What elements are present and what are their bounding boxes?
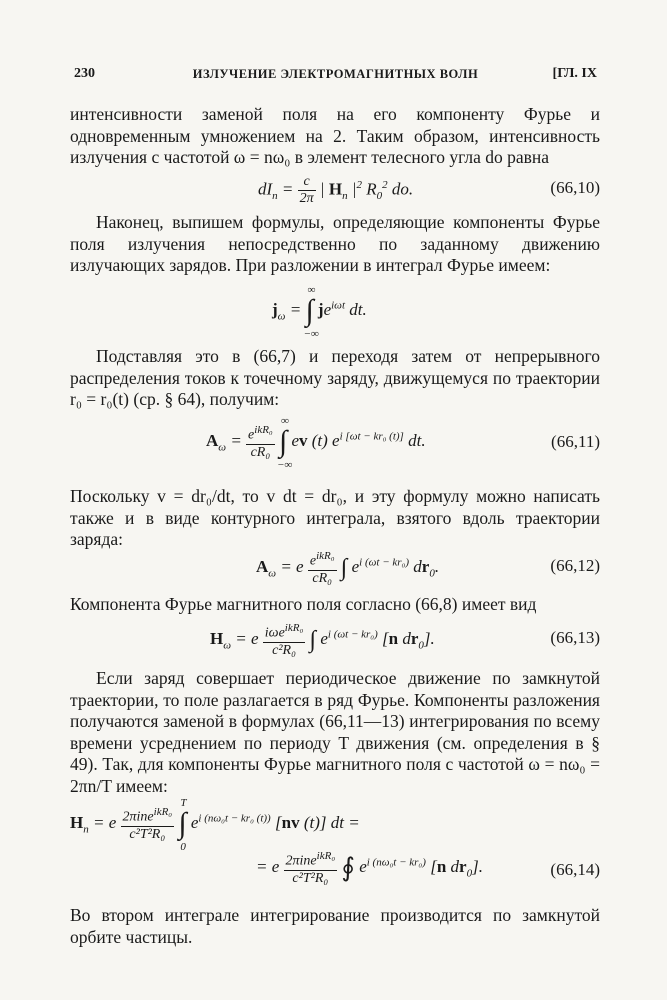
equation-66-12: $A_\omega = e$ $\frac{e^{ikR_0}}{\text{cR₀}}$ ∫ $e^{i (\omega t - kr_0)}$ $dr_0$. (66,12) [256, 550, 600, 586]
chapter-label: [ГЛ. IX [552, 66, 597, 81]
equation-66-10: $dI_n$ = $\frac{c}{2\pi}$ | $H_n$ $|^2$ $R_0^2$ do. (66,10) [258, 174, 600, 206]
equation-label: (66,13) [550, 628, 600, 647]
equation-label: (66,10) [550, 178, 600, 197]
equation-label: (66,12) [550, 556, 600, 575]
paragraph-2: Наконец, выпишем формулы, определяющие компоненты Фурье поля излучения непосредственно по заданному движению излучающих зарядов. При разложении в интеграл Фурье имеем: [70, 212, 600, 275]
running-title: ИЗЛУЧЕНИЕ ЭЛЕКТРОМАГНИТНЫХ ВОЛН [192, 67, 479, 81]
equation-label: (66,14) [550, 860, 600, 879]
paragraph-5: Компонента Фурье магнитного поля согласно (66,8) имеет вид [70, 594, 537, 614]
equation-66-13: $H_\omega = e$ $\frac{i\omega e^{ikR_0}}{\text{c²R₀}}$ ∫ $e^{i (\omega t - kr_0)}$ [n $dr_0$]. (66,13) [210, 622, 600, 658]
paragraph-3: Подставляя это в (66,7) и переходя затем от непрерывного распределения токов к точечному заряду, движущемуся по траектории r₀ = r₀(t) (ср. § 64), получим: [70, 346, 600, 409]
equation-66-14: $H_n = e$ $\frac{2\pi ine^{ikR_0}}{\text{c²T²R₀}}$ ∫ T 0 $e^{i (n\omega_0t - kr_0 (t))}$ [nv (t)] dt = = e $\frac{2\pi ine^{ikR_0}}{\text{c²T²R₀}}$ ∮ $e^{i (n\omega_0t - kr_0)}$ [n $dr_0$]. (66,14) [70, 797, 600, 886]
equation-fourier-current: $j_\omega$ = ∫ ∞ −∞ $je^{i\omega t}$ dt. [272, 284, 367, 340]
paragraph-6: Если заряд совершает периодическое движение по замкнутой траектории, то поле разлагается в ряд Фурье. Компоненты разложения получаются заменой в формулах (66,11—13) интегрирования по всему времени усреднением по периоду T движения (см. определения в § 49). Так, для компоненты Фурье магнитного поля с частотой ω = nω₀ = 2πn/T имеем: [70, 668, 600, 796]
running-header [74, 66, 597, 86]
page-number: 230 [74, 66, 95, 81]
paragraph-1: интенсивности заменой поля на его компоненту Фурье и одновременным умножением на 2. Таким образом, интенсивность излучения с частотой ω = nω₀ в элемент телесного угла do равна [70, 104, 600, 167]
paragraph-4: Поскольку v = dr₀/dt, то v dt = dr₀, и эту формулу можно написать также и в виде контурного интеграла, взятого вдоль траектории заряда: [70, 486, 600, 549]
paragraph-7: Во втором интеграле интегрирование производится по замкнутой орбите частицы. [70, 905, 600, 947]
equation-66-11: $A_\omega$ = $\frac{e^{ikR_0}}{\text{cR₀}}$ ∫ ∞ −∞ ev (t) $e^{i [\omega t - kr_0 (t)]}$ dt. (66,11) [206, 415, 600, 472]
equation-label: (66,11) [551, 432, 600, 451]
